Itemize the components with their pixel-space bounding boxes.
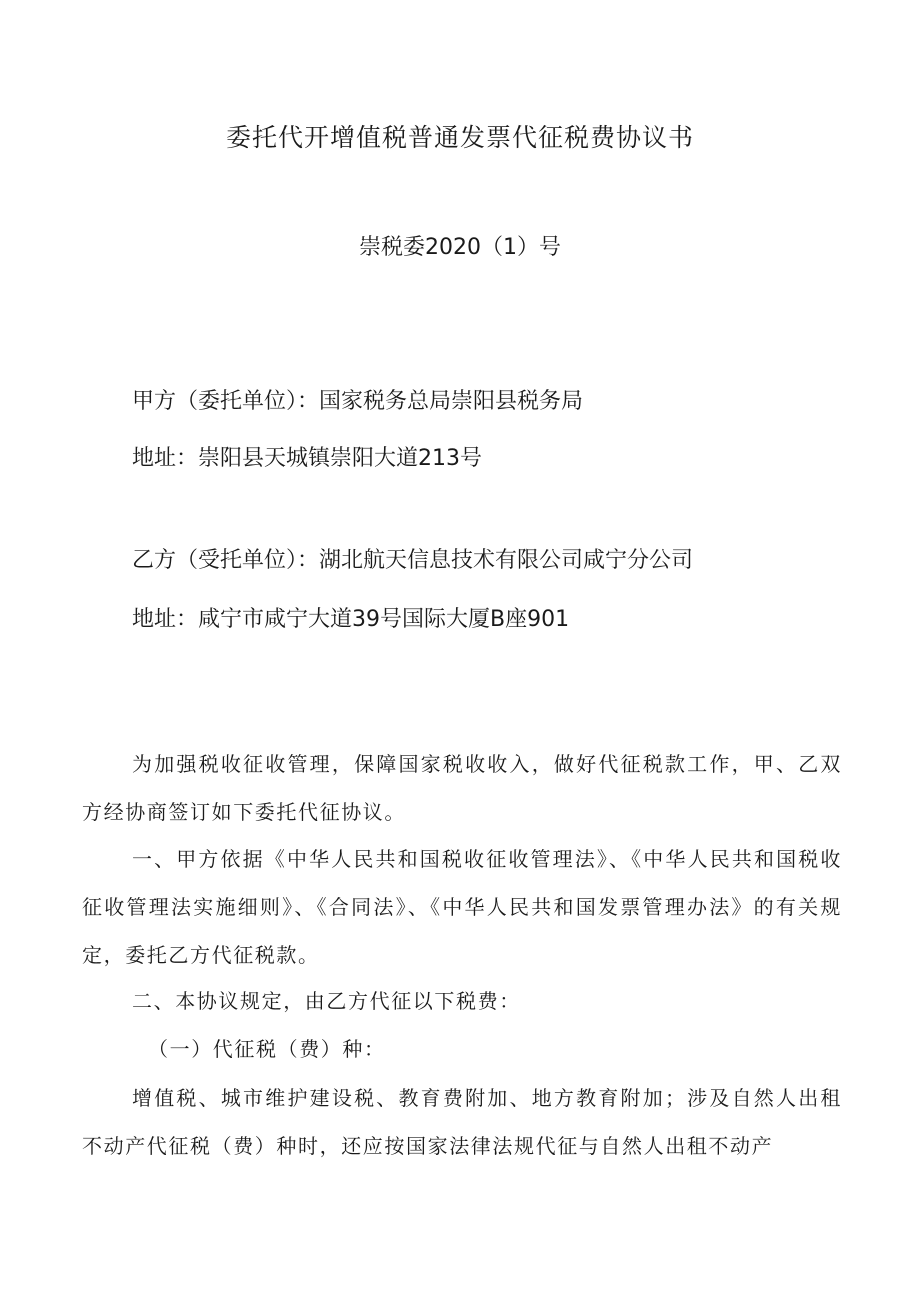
clause-one-paragraph: 一、甲方依据《中华人民共和国税收征收管理法》、《中华人民共和国税收征收管理法实施细则》、《合同法》、《中华人民共和国发票管理办法》的有关规定，委托乙方代征税款。 bbox=[82, 847, 842, 967]
party-b-address: 地址：咸宁市咸宁大道39号国际大厦B座901 bbox=[132, 607, 570, 632]
tax-types-paragraph: 增值税、城市维护建设税、教育费附加、地方教育附加；涉及自然人出租不动产代征税（费）种时，还应按国家法律法规代征与自然人出租不动产 bbox=[82, 1086, 842, 1158]
party-b-line: 乙方（受托单位）：湖北航天信息技术有限公司咸宁分公司 bbox=[132, 548, 694, 573]
document-title: 委托代开增值税普通发票代征税费协议书 bbox=[225, 123, 694, 152]
subclause-one-heading: （一）代征税（费）种： bbox=[148, 1037, 386, 1061]
clause-two-paragraph: 二、本协议规定，由乙方代征以下税费： bbox=[132, 989, 521, 1013]
party-a-address: 地址：崇阳县天城镇崇阳大道213号 bbox=[132, 446, 482, 471]
intro-paragraph: 为加强税收征收管理，保障国家税收收入，做好代征税款工作，甲、乙双方经协商签订如下委托代征协议。 bbox=[82, 752, 842, 824]
document-number: 崇税委2020（1）号 bbox=[359, 235, 561, 260]
party-a-line: 甲方（委托单位）：国家税务总局崇阳县税务局 bbox=[132, 389, 584, 414]
